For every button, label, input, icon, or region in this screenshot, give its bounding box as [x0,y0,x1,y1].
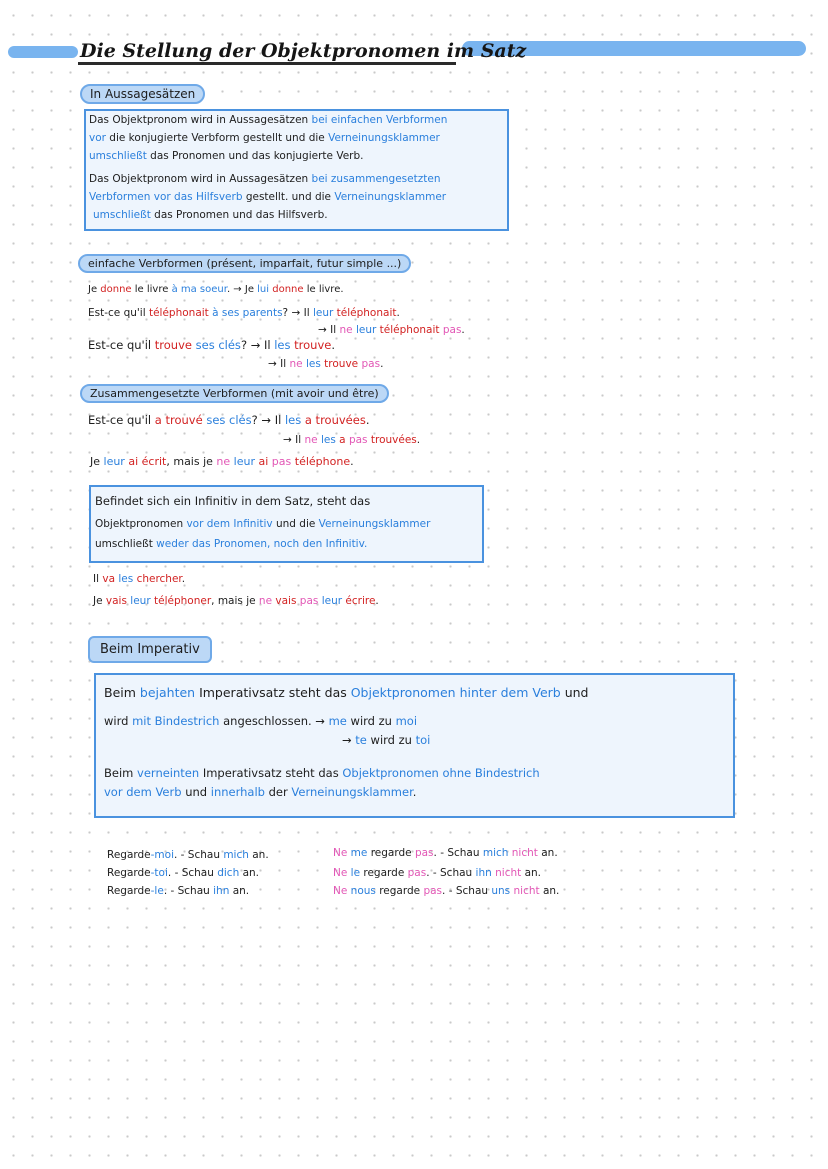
text: → Il [283,434,305,446]
text: Befindet sich ein Infinitiv in dem Satz, steht das [95,494,371,508]
text: → [342,733,356,747]
text: an. [537,847,558,859]
text: nicht [508,847,538,859]
text: pas [271,455,292,468]
text: . [365,413,370,427]
text: angeschlossen. → [219,714,329,728]
text: hinter dem Verb [455,685,561,700]
text: ohne Bindestrich [438,766,540,780]
text: leur [321,595,343,607]
text: donne [100,284,132,295]
text: ai écrit [128,455,167,468]
imperative-negative-1 [333,846,558,860]
box2-line-1 [95,493,370,509]
text: Regarde [107,885,151,897]
text: das Pronomen und das konjugierte Verb. [146,150,364,162]
box3-line-5 [104,784,416,800]
text: bei einfachen Verbformen [311,114,448,126]
text: . - Schau [163,885,214,897]
box2-line-3 [95,537,367,551]
text: chercher [136,573,182,585]
text: , mais je [166,455,217,468]
text: Objektpronomen [350,685,456,700]
text: . - Schau [167,867,218,879]
text: ne [304,434,318,446]
text: me [328,714,347,728]
example-2a [88,412,369,428]
imperative-affirmative-1 [107,848,269,862]
text: Imperativsatz steht das [199,766,343,780]
text: les [274,338,291,352]
text: an. [229,885,250,897]
text: Regarde [107,849,151,861]
text: nous [347,885,380,897]
text: → Il [268,358,290,370]
text: Verneinungsklammer [291,785,413,799]
example-1a [88,283,344,297]
text: le [347,867,364,879]
text: Ne [333,885,348,897]
text: . [181,573,186,585]
text: à ma soeur [171,284,227,295]
text: lui [257,284,270,295]
text: wird zu [346,714,396,728]
page-title: Die Stellung der Objektpronomen im Satz [80,40,527,62]
text: Objektpronomen [342,766,439,780]
text: à ses parents [212,307,283,319]
text: regarde [370,847,412,859]
text: pas [404,867,427,879]
text: leur [312,307,334,319]
text: ai [258,455,269,468]
text: . → Je [226,284,258,295]
example-1c [318,323,465,337]
text: an. [539,885,560,897]
box1-line-5 [89,190,446,204]
text: . [461,324,465,336]
text: an. [248,849,269,861]
text: ses clés [195,338,241,352]
text: Imperativsatz steht das [195,685,351,700]
text: Ne [333,867,348,879]
text: leur [130,595,151,607]
text: les [305,358,321,370]
box3-line-1 [104,684,589,702]
text: trouvées [370,434,417,446]
example-2b [283,433,420,447]
text: verneinten [137,766,200,780]
text: leur [355,324,377,336]
text: les [284,413,302,427]
text: Beim [104,766,138,780]
title-underline [78,62,456,65]
text: die konjugierte Verbform gestellt und die [105,132,329,144]
text: ihn [213,885,230,897]
text: pas [348,434,368,446]
text: . [350,455,354,468]
text: und [181,785,211,799]
text: téléphonait [379,324,440,336]
text: ne [339,324,353,336]
text: Verneinungsklammer [334,191,447,203]
text: vor dem Verb [104,785,182,799]
text: Ne [333,847,348,859]
text: vor [89,132,106,144]
text: gestellt. und die [242,191,335,203]
example-2c [90,455,354,469]
text: . - Schau [426,867,476,879]
box3-line-4 [104,765,540,781]
text: nicht [510,885,540,897]
text: mich [482,847,509,859]
box2-line-2 [95,517,430,531]
section-heading-einfach: einfache Verbformen (présent, imparfait, futur simple ...) [78,254,411,273]
text: Est-ce qu'il [88,413,155,427]
text: und [560,685,589,700]
text: trouve [324,358,359,370]
text: -moi [150,849,174,861]
example-1b [88,306,400,320]
text: Est-ce qu'il [88,338,155,352]
text: . [375,595,379,607]
text: -le [150,885,164,897]
text: pas [411,847,434,859]
text: . - Schau [174,849,224,861]
text: nicht [491,867,522,879]
text: ses clés [206,413,252,427]
text: regarde [363,867,405,879]
text: a trouvées [304,413,366,427]
text: wird zu [366,733,416,747]
text: téléphonait [148,307,209,319]
example-3b [93,594,379,608]
text: ne [289,358,303,370]
text: . [396,307,400,319]
box1-line-2 [89,131,440,145]
text: Verneinungsklammer [318,518,431,530]
text: vor dem Infinitiv [186,518,273,530]
text: Il [93,573,103,585]
text: téléphonait [336,307,397,319]
text: . [412,785,417,799]
text: regarde [379,885,421,897]
box1-line-4 [89,172,440,186]
text: mit Bindestrich [132,714,220,728]
text: ? → Il [240,338,275,352]
text: va [102,573,116,585]
text: leur [103,455,125,468]
text: . - Schau [433,847,483,859]
text: me [347,847,371,859]
text: umschließt [89,150,147,162]
text: écrire [345,595,376,607]
text: uns [491,885,511,897]
box1-line-6 [93,208,328,222]
text: das Pronomen, [188,538,274,550]
text: pas [361,358,381,370]
example-3a [93,572,185,586]
text: trouve [154,338,192,352]
text: ne [258,595,273,607]
text: pas [420,885,443,897]
text: les [320,434,336,446]
imperative-negative-2 [333,866,541,880]
box3-line-2 [104,713,417,729]
text: ihn [475,867,492,879]
text: le livre [131,284,172,295]
text: ? → Il [282,307,313,319]
text: Das Objektpronom wird in Aussagesätzen [89,114,312,126]
text: an. [521,867,542,879]
text: an. [239,867,259,879]
text: Verneinungsklammer [328,132,440,144]
text: Regarde [107,867,151,879]
text: toi [415,733,431,747]
text: der [264,785,292,799]
text: ? → Il [251,413,285,427]
text: und die [272,518,319,530]
text: pas [299,595,319,607]
title-highlight-left [8,46,78,58]
text: das Pronomen und das Hilfsverb. [150,209,328,221]
example-1e [268,357,383,371]
imperative-affirmative-3 [107,884,249,898]
text: Beim [104,685,140,700]
text: te [355,733,367,747]
text: vais [105,595,127,607]
text: . [331,338,336,352]
text: , mais je [211,595,259,607]
text: leur [233,455,255,468]
example-1d [88,337,335,353]
text: Das Objektpronom wird in Aussagesätzen [89,173,312,185]
text: moi [395,714,418,728]
text: umschließt [93,209,151,221]
text: Je [90,455,104,468]
text: donne [272,284,304,295]
text: . [416,434,421,446]
section-heading-aussage: In Aussagesätzen [80,84,205,104]
imperative-affirmative-2 [107,866,259,880]
text: weder [156,538,189,550]
text: téléphoner [154,595,212,607]
imperative-negative-3 [333,884,559,898]
text: les [118,573,134,585]
section-heading-imperativ: Beim Imperativ [88,636,212,663]
text: noch [273,538,300,550]
text: den Infinitiv. [299,538,368,550]
text: Je [93,595,106,607]
text: vais [275,595,297,607]
box1-line-3 [89,149,363,163]
text: a [339,434,346,446]
box3-line-3 [342,732,430,748]
text: Objektpronomen [95,518,187,530]
text: Est-ce qu'il [88,307,149,319]
text: umschließt [95,538,157,550]
text: dich [217,867,240,879]
text: Je [88,284,101,295]
text: . [380,358,384,370]
text: -toi [150,867,168,879]
text: téléphone [294,455,351,468]
text: Verbformen vor das Hilfsverb [89,191,243,203]
text: bejahten [139,685,196,700]
text: mich [223,849,249,861]
text: pas [442,324,462,336]
text: ne [216,455,231,468]
box1-line-1 [89,113,447,127]
text: . - Schau [442,885,492,897]
text: wird [104,714,133,728]
text: bei zusammengesetzten [311,173,441,185]
text: trouve [294,338,332,352]
text: le livre. [303,284,344,295]
text: innerhalb [210,785,265,799]
text: a trouvé [154,413,203,427]
section-heading-zusammen: Zusammengesetzte Verbformen (mit avoir und être) [80,384,389,403]
text: → Il [318,324,340,336]
